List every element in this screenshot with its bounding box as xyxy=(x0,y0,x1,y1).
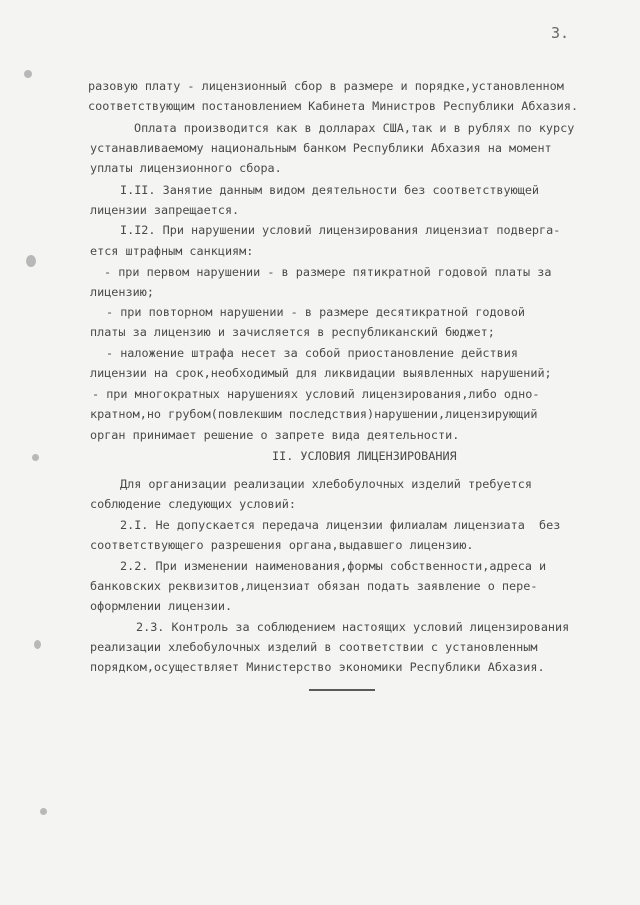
text-line: орган принимает решение о запрете вида деятельности. xyxy=(90,428,460,442)
text-line: кратном,но грубом(повлекшим последствия)нарушении,лицензирующий xyxy=(90,407,538,421)
binding-hole-mark xyxy=(34,640,41,649)
text-line: Для организации реализации хлебобулочных изделий требуется xyxy=(120,477,532,491)
binding-hole-mark xyxy=(24,70,32,78)
text-line: разовую плату - лицензионный сбор в размере и порядке,установленном xyxy=(88,79,564,93)
text-line: 2.3. Контроль за соблюдением настоящих условий лицензирования xyxy=(136,620,570,634)
text-line: Оплата производится как в долларах США,так и в рублях по курсу xyxy=(134,121,575,135)
text-line: - наложение штрафа несет за собой приостановление действия xyxy=(106,346,518,360)
text-line: 2.2. При изменении наименования,формы собственности,адреса и xyxy=(120,559,547,573)
text-line: - при многократных нарушениях условий лицензирования,либо одно- xyxy=(92,387,540,401)
section-heading: II. УСЛОВИЯ ЛИЦЕНЗИРОВАНИЯ xyxy=(272,449,457,463)
text-line: платы за лицензию и зачисляется в республиканский бюджет; xyxy=(90,325,495,339)
text-line: реализации хлебобулочных изделий в соответствии с установленным xyxy=(90,640,538,654)
closing-rule xyxy=(309,689,375,691)
text-line: 2.I. Не допускается передача лицензии филиалам лицензиата без xyxy=(120,518,561,532)
text-line: устанавливаемому национальным банком Республики Абхазия на момент xyxy=(90,141,552,155)
text-line: I.II. Занятие данным видом деятельности без соответствующей xyxy=(120,183,540,197)
binding-hole-mark xyxy=(26,255,36,267)
text-line: оформлении лицензии. xyxy=(90,599,233,613)
text-line: соответствующего разрешения органа,выдавшего лицензию. xyxy=(90,538,474,552)
text-line: I.I2. При нарушении условий лицензирования лицензиат подверга- xyxy=(120,223,561,237)
text-line: соблюдение следующих условий: xyxy=(90,497,296,511)
text-line: лицензию; xyxy=(90,285,154,299)
text-line: уплаты лицензионного сбора. xyxy=(90,161,282,175)
page-number: 3. xyxy=(551,24,570,42)
binding-hole-mark xyxy=(32,454,39,461)
binding-hole-mark xyxy=(40,808,47,815)
text-line: банковских реквизитов,лицензиат обязан подать заявление о пере- xyxy=(90,579,538,593)
text-line: ется штрафным санкциям: xyxy=(90,244,254,258)
text-line: - при первом нарушении - в размере пятикратной годовой платы за xyxy=(104,265,552,279)
text-line: - при повторном нарушении - в размере десятикратной годовой xyxy=(106,305,526,319)
text-line: соответствующим постановлением Кабинета Министров Республики Абхазия. xyxy=(88,99,579,113)
text-line: порядком,осуществляет Министерство экономики Республики Абхазия. xyxy=(90,660,545,674)
text-line: лицензии на срок,необходимый для ликвидации выявленных нарушений; xyxy=(90,366,552,380)
text-line: лицензии запрещается. xyxy=(90,203,240,217)
